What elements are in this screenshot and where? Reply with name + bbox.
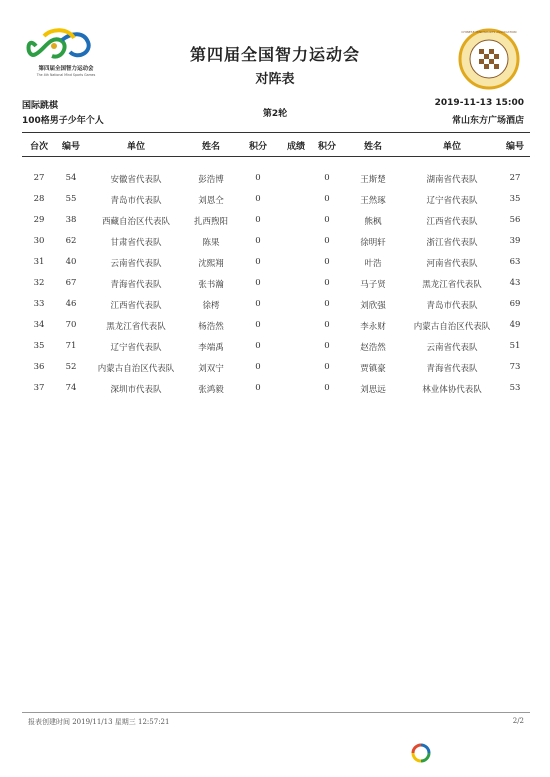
ring-icon (411, 743, 431, 763)
group-name: 100格男子少年个人 (22, 116, 104, 126)
points-left: 0 (255, 362, 261, 372)
points-left: 0 (255, 341, 261, 351)
event-name: 国际跳棋 (22, 101, 59, 111)
player-name-left: 张书瀚 (198, 280, 224, 290)
team-right: 辽宁省代表队 (426, 196, 478, 206)
board-number: 31 (33, 257, 45, 267)
header-divider-bottom (22, 156, 530, 157)
player-name-right: 叶浩 (364, 259, 382, 269)
board-number: 32 (33, 278, 45, 288)
team-right: 江西省代表队 (426, 217, 478, 227)
table-row (22, 359, 530, 380)
page-number: 2/2 (512, 717, 524, 725)
team-left: 云南省代表队 (110, 259, 162, 269)
player-number-right: 35 (509, 194, 521, 204)
board-number: 29 (33, 215, 45, 225)
board-number: 35 (33, 341, 45, 351)
player-name-left: 陈果 (202, 238, 220, 248)
player-number-left: 62 (65, 236, 77, 246)
footer-divider (22, 712, 530, 713)
player-number-left: 55 (65, 194, 77, 204)
team-left: 江西省代表队 (110, 301, 162, 311)
board-number: 34 (33, 320, 45, 330)
team-left: 安徽省代表队 (110, 175, 162, 185)
player-number-left: 38 (65, 215, 77, 225)
col-number-left: 编号 (61, 142, 80, 152)
team-left: 辽宁省代表队 (110, 343, 162, 353)
player-number-right: 51 (509, 341, 521, 351)
points-left: 0 (255, 194, 261, 204)
board-number: 28 (33, 194, 45, 204)
player-name-left: 徐樗 (202, 301, 220, 311)
points-left: 0 (255, 383, 261, 393)
table-row (22, 212, 530, 233)
player-name-right: 徐明轩 (360, 238, 386, 248)
page-subtitle: 对阵表 (255, 72, 295, 87)
board-number: 36 (33, 362, 45, 372)
player-name-right: 熊枫 (364, 217, 382, 227)
player-name-right: 赵浩然 (360, 343, 386, 353)
table-row (22, 233, 530, 254)
player-number-left: 46 (65, 299, 77, 309)
player-name-left: 刘恩仝 (198, 196, 224, 206)
board-number: 33 (33, 299, 45, 309)
player-number-left: 74 (65, 383, 77, 393)
board-number: 27 (33, 173, 45, 183)
points-left: 0 (255, 215, 261, 225)
board-number: 37 (33, 383, 45, 393)
team-right: 浙江省代表队 (426, 238, 478, 248)
player-name-right: 刘欣强 (360, 301, 386, 311)
player-name-right: 李永财 (360, 322, 386, 332)
team-left: 西藏自治区代表队 (101, 217, 170, 227)
col-result: 成绩 (286, 142, 305, 152)
team-left: 青岛市代表队 (110, 196, 162, 206)
points-right: 0 (324, 236, 330, 246)
table-row (22, 380, 530, 401)
round-label: 第2轮 (262, 109, 288, 119)
table-row (22, 170, 530, 191)
games-logo-text: 第四届全国智力运动会 (38, 66, 94, 72)
player-name-right: 王然琢 (360, 196, 386, 206)
table-row (22, 191, 530, 212)
page-title: 第四届全国智力运动会 (189, 45, 360, 64)
player-number-right: 56 (509, 215, 521, 225)
player-number-right: 27 (509, 173, 521, 183)
event-datetime: 2019-11-13 15:00 (434, 98, 524, 108)
team-left: 甘肃省代表队 (110, 238, 162, 248)
points-right: 0 (324, 341, 330, 351)
team-left: 内蒙古自治区代表队 (97, 364, 175, 374)
player-name-left: 张鸿毅 (198, 385, 224, 395)
venue-name: 常山东方广场酒店 (451, 116, 524, 126)
team-left: 深圳市代表队 (110, 385, 162, 395)
player-name-left: 沈熙翔 (198, 259, 224, 269)
player-number-right: 69 (509, 299, 521, 309)
table-row (22, 275, 530, 296)
points-left: 0 (255, 236, 261, 246)
team-right: 青海省代表队 (426, 364, 478, 374)
player-number-left: 71 (65, 341, 77, 351)
points-right: 0 (324, 257, 330, 267)
col-board: 台次 (29, 142, 48, 152)
team-right: 河南省代表队 (426, 259, 478, 269)
team-right: 内蒙古自治区代表队 (413, 322, 491, 332)
team-right: 林业体协代表队 (422, 385, 482, 395)
points-right: 0 (324, 278, 330, 288)
table-row (22, 254, 530, 275)
report-created-time: 报表创建时间 2019/11/13 星期三 12:57:21 (28, 718, 170, 726)
player-name-left: 李端禹 (198, 343, 224, 353)
player-number-left: 40 (65, 257, 77, 267)
player-number-right: 39 (509, 236, 521, 246)
header-divider-top (22, 132, 530, 133)
player-name-left: 杨浩然 (198, 322, 224, 332)
table-row (22, 317, 530, 338)
points-left: 0 (255, 320, 261, 330)
association-badge-text: CHINESE MINDSPORTS ASSOCIATION (461, 30, 517, 34)
player-number-left: 67 (65, 278, 77, 288)
points-left: 0 (255, 173, 261, 183)
team-right: 云南省代表队 (426, 343, 478, 353)
player-number-right: 53 (509, 383, 521, 393)
col-name-left: 姓名 (201, 142, 220, 152)
player-number-left: 54 (65, 173, 77, 183)
col-points-right: 积分 (317, 142, 336, 152)
player-number-left: 52 (65, 362, 77, 372)
table-row (22, 296, 530, 317)
col-team-left: 单位 (126, 142, 145, 152)
table-row (22, 338, 530, 359)
points-right: 0 (324, 173, 330, 183)
col-team-right: 单位 (442, 142, 461, 152)
games-logo-subtext: The 4th National Mind Sports Games (36, 73, 96, 77)
player-name-right: 王斯楚 (360, 175, 386, 185)
player-name-right: 刘思远 (360, 385, 386, 395)
board-number: 30 (33, 236, 45, 246)
player-name-right: 贾镇豪 (360, 364, 386, 374)
player-number-right: 49 (509, 320, 521, 330)
team-right: 湖南省代表队 (426, 175, 478, 185)
player-number-left: 70 (65, 320, 77, 330)
player-number-right: 43 (509, 278, 521, 288)
player-name-left: 刘双宁 (198, 364, 224, 374)
pairings-table (22, 170, 530, 401)
team-left: 青海省代表队 (110, 280, 162, 290)
team-right: 青岛市代表队 (426, 301, 478, 311)
points-right: 0 (324, 299, 330, 309)
points-right: 0 (324, 362, 330, 372)
player-number-right: 63 (509, 257, 521, 267)
col-number-right: 编号 (505, 142, 524, 152)
points-left: 0 (255, 257, 261, 267)
player-name-right: 马子贤 (360, 280, 386, 290)
points-right: 0 (324, 383, 330, 393)
col-name-right: 姓名 (363, 142, 382, 152)
col-points-left: 积分 (248, 142, 267, 152)
player-number-right: 73 (509, 362, 521, 372)
points-right: 0 (324, 320, 330, 330)
player-name-left: 彭浩博 (198, 175, 224, 185)
points-left: 0 (255, 299, 261, 309)
points-right: 0 (324, 194, 330, 204)
team-right: 黑龙江省代表队 (422, 280, 482, 290)
team-left: 黑龙江省代表队 (106, 322, 166, 332)
points-right: 0 (324, 215, 330, 225)
player-name-left: 扎西煦阳 (193, 217, 228, 227)
table-header (22, 139, 530, 155)
points-left: 0 (255, 278, 261, 288)
